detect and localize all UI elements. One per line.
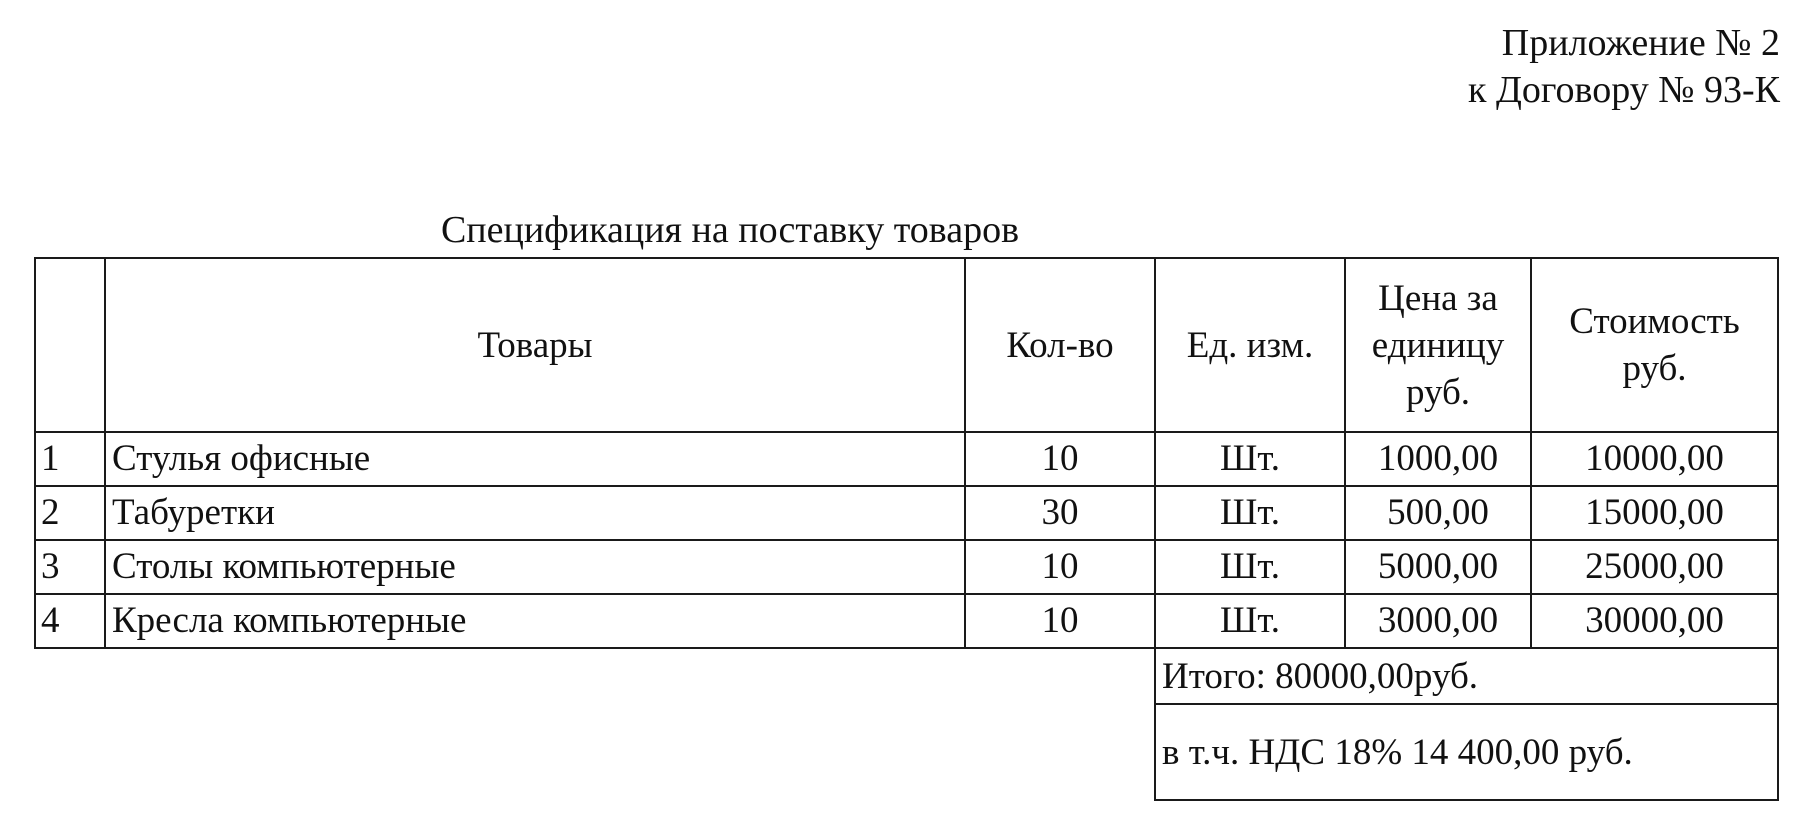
- row-goods-name: Столы компьютерные: [105, 540, 965, 594]
- row-unit-price: 500,00: [1345, 486, 1531, 540]
- row-number: 1: [35, 432, 105, 486]
- header-quantity: Кол-во: [965, 258, 1155, 432]
- specification-table: [34, 257, 1779, 801]
- row-unit-price: 1000,00: [1345, 432, 1531, 486]
- header-number: [35, 258, 105, 432]
- row-goods-name: Кресла компьютерные: [105, 594, 965, 648]
- appendix-header: [1468, 20, 1780, 114]
- total-row: [35, 648, 1778, 704]
- row-quantity: 10: [965, 594, 1155, 648]
- table-row: [35, 432, 1778, 486]
- row-unit: Шт.: [1155, 486, 1345, 540]
- row-unit: Шт.: [1155, 432, 1345, 486]
- row-number: 3: [35, 540, 105, 594]
- row-quantity: 10: [965, 540, 1155, 594]
- header-goods: Товары: [105, 258, 965, 432]
- row-cost: 25000,00: [1531, 540, 1778, 594]
- row-unit-price: 3000,00: [1345, 594, 1531, 648]
- row-unit: Шт.: [1155, 594, 1345, 648]
- row-goods-name: Стулья офисные: [105, 432, 965, 486]
- header-cost: Стоимость руб.: [1531, 258, 1778, 432]
- vat-spacer: [35, 704, 1155, 800]
- appendix-number: Приложение № 2: [1501, 22, 1780, 64]
- vat-amount: в т.ч. НДС 18% 14 400,00 руб.: [1155, 704, 1778, 800]
- total-spacer: [35, 648, 1155, 704]
- document-title: Спецификация на поставку товаров: [440, 209, 1020, 251]
- row-quantity: 30: [965, 486, 1155, 540]
- table-header-row: [35, 258, 1778, 432]
- contract-reference: к Договору № 93-К: [1468, 69, 1780, 111]
- row-goods-name: Табуретки: [105, 486, 965, 540]
- table-row: [35, 594, 1778, 648]
- row-quantity: 10: [965, 432, 1155, 486]
- row-number: 2: [35, 486, 105, 540]
- total-amount: Итого: 80000,00руб.: [1155, 648, 1778, 704]
- row-cost: 15000,00: [1531, 486, 1778, 540]
- row-cost: 30000,00: [1531, 594, 1778, 648]
- row-unit-price: 5000,00: [1345, 540, 1531, 594]
- header-unit: Ед. изм.: [1155, 258, 1345, 432]
- header-unit-price: Цена за единицу руб.: [1345, 258, 1531, 432]
- table-row: [35, 486, 1778, 540]
- row-unit: Шт.: [1155, 540, 1345, 594]
- row-number: 4: [35, 594, 105, 648]
- table-row: [35, 540, 1778, 594]
- row-cost: 10000,00: [1531, 432, 1778, 486]
- vat-row: [35, 704, 1778, 800]
